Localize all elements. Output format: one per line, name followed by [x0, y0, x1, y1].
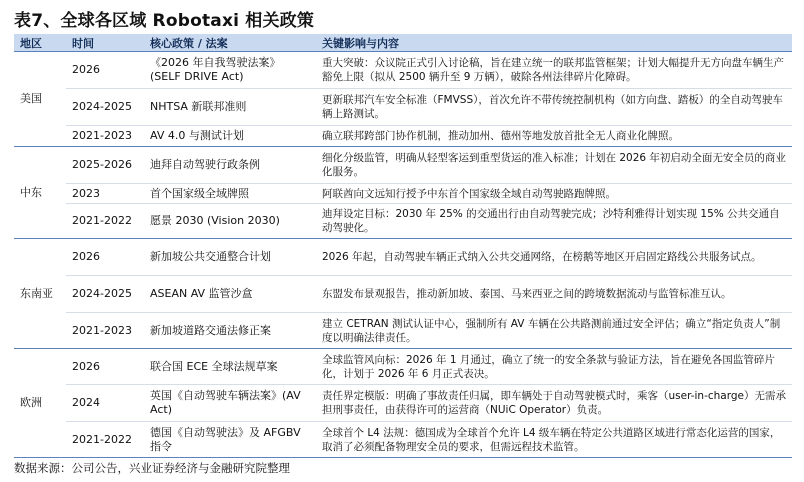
- header-region: 地区: [14, 34, 66, 52]
- row-impact: 细化分级监管，明确从轻型客运到重型货运的准入标准；计划在 2026 年初启动全面无安全员的商业化服务。: [316, 147, 792, 184]
- header-impact: 关键影响与内容: [316, 34, 792, 52]
- table-row: [14, 349, 792, 385]
- table-row: [14, 422, 792, 458]
- row-policy: 新加坡公共交通整合计划: [144, 239, 316, 276]
- row-impact: 迪拜设定目标：2030 年 25% 的交通出行由自动驾驶完成；沙特利雅得计划实现 15% 公共交通自动驾驶化。: [316, 204, 792, 239]
- row-impact: 责任界定模版：明确了事故责任归属，即车辆处于自动驾驶模式时，乘客（user-in-charge）无需承担刑事责任，由获得许可的运营商（NUiC Operator）负责。: [316, 385, 792, 422]
- table-row: [14, 126, 792, 147]
- row-time: 2023: [66, 184, 144, 204]
- table-row: [14, 239, 792, 276]
- row-policy: 首个国家级全域牌照: [144, 184, 316, 204]
- row-time: 2021-2022: [66, 204, 144, 239]
- row-time: 2025-2026: [66, 147, 144, 184]
- row-impact: 建立 CETRAN 测试认证中心，强制所有 AV 车辆在公共路测前通过安全评估；确立“指定负责人”制度以明确法律责任。: [316, 313, 792, 349]
- row-policy: 愿景 2030 (Vision 2030): [144, 204, 316, 239]
- row-time: 2026: [66, 349, 144, 385]
- row-impact: 东盟发布景观报告，推动新加坡、泰国、马来西亚之间的跨境数据流动与监管标准互认。: [316, 276, 792, 313]
- row-time: 2024: [66, 385, 144, 422]
- header-time: 时间: [66, 34, 144, 52]
- region-us: 美国: [14, 52, 66, 147]
- table-row: [14, 184, 792, 204]
- table-row: [14, 204, 792, 239]
- row-time: 2024-2025: [66, 276, 144, 313]
- row-time: 2021-2022: [66, 422, 144, 458]
- row-policy: AV 4.0 与测试计划: [144, 126, 316, 147]
- table-row: [14, 89, 792, 126]
- row-impact: 全球首个 L4 法规：德国成为全球首个允许 L4 级车辆在特定公共道路区域进行常态化运营的国家，取消了必须配备物理安全员的要求，但需远程技术监管。: [316, 422, 792, 458]
- table-row: [14, 276, 792, 313]
- row-time: 2024-2025: [66, 89, 144, 126]
- row-impact: 全球监管风向标：2026 年 1 月通过，确立了统一的安全条款与验证方法，旨在避免各国监管碎片化，计划于 2026 年 6 月正式表决。: [316, 349, 792, 385]
- row-policy: 联合国 ECE 全球法规草案: [144, 349, 316, 385]
- row-impact: 重大突破：众议院正式引入讨论稿，旨在建立统一的联邦监管框架；计划大幅提升无方向盘车辆生产豁免上限（拟从 2500 辆升至 9 万辆），破除各州法律碎片化障碍。: [316, 52, 792, 89]
- row-time: 2021-2023: [66, 313, 144, 349]
- row-policy: 德国《自动驾驶法》及 AFGBV 指令: [144, 422, 316, 458]
- row-impact: 确立联邦跨部门协作机制，推动加州、德州等地发放首批全无人商业化牌照。: [316, 126, 792, 147]
- table-title: 表7、全球各区域 Robotaxi 相关政策: [14, 11, 315, 31]
- row-policy: ASEAN AV 监管沙盒: [144, 276, 316, 313]
- table-row: [14, 385, 792, 422]
- row-impact: 阿联酋向文远知行授予中东首个国家级全域自动驾驶路跑牌照。: [316, 184, 792, 204]
- header-row: [14, 34, 792, 52]
- row-impact: 2026 年起，自动驾驶车辆正式纳入公共交通网络，在榜鹅等地区开启固定路线公共服务试点。: [316, 239, 792, 276]
- table-row: [14, 52, 792, 89]
- region-middle-east: 中东: [14, 147, 66, 239]
- row-policy: 英国《自动驾驶车辆法案》(AV Act): [144, 385, 316, 422]
- row-policy: NHTSA 新联邦准则: [144, 89, 316, 126]
- data-source-note: 数据来源：公司公告，兴业证券经济与金融研究院整理: [14, 461, 290, 475]
- row-time: 2021-2023: [66, 126, 144, 147]
- row-time: 2026: [66, 239, 144, 276]
- row-policy: 新加坡道路交通法修正案: [144, 313, 316, 349]
- table-row: [14, 313, 792, 349]
- row-time: 2026: [66, 52, 144, 89]
- header-policy: 核心政策 / 法案: [144, 34, 316, 52]
- row-impact: 更新联邦汽车安全标准（FMVSS），首次允许不带传统控制机构（如方向盘、踏板）的全自动驾驶车辆上路测试。: [316, 89, 792, 126]
- region-europe: 欧洲: [14, 349, 66, 458]
- region-southeast-asia: 东南亚: [14, 239, 66, 349]
- row-policy: 《2026 年自我驾驶法案》(SELF DRIVE Act): [144, 52, 316, 89]
- table-row: [14, 147, 792, 184]
- row-policy: 迪拜自动驾驶行政条例: [144, 147, 316, 184]
- policy-table: [14, 34, 792, 458]
